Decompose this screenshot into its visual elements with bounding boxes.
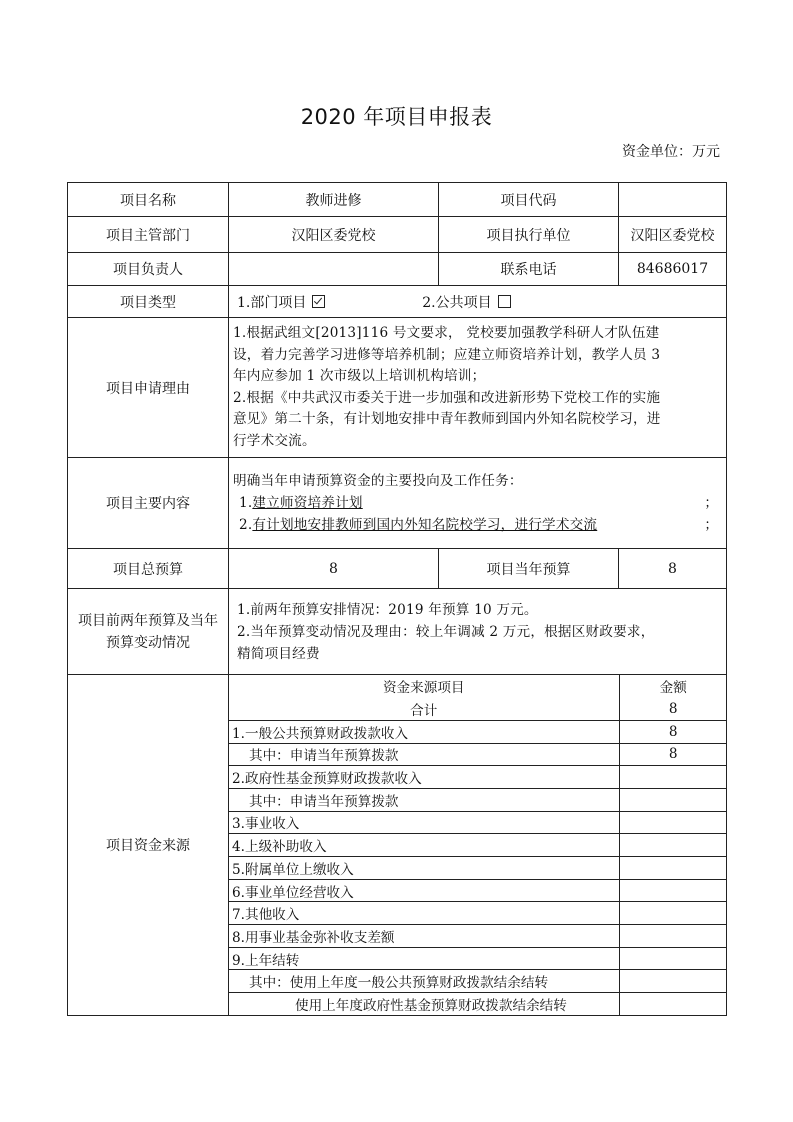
executing-unit-label: 项目执行单位 [439, 217, 619, 253]
funding-item: 1.一般公共预算财政拨款收入 [229, 720, 619, 743]
funding-amount [619, 902, 727, 925]
funding-row [229, 879, 727, 902]
project-code-label: 项目代码 [439, 183, 619, 217]
project-type-options [229, 286, 727, 318]
funding-amount [619, 766, 727, 789]
page-title: 2020 年项目申报表 [300, 105, 493, 129]
unit-note: 资金单位：万元 [622, 144, 720, 160]
funding-item: 其中：使用上年度一般公共预算财政拨款结余结转 [229, 970, 619, 993]
phone-value: 84686017 [619, 253, 727, 286]
type-public-option: 2.公共项目 [422, 294, 492, 311]
budget-history-label: 项目前两年预算及当年预算变动情况 [68, 589, 229, 675]
funding-amount [619, 970, 727, 993]
checked-box-icon [312, 295, 325, 308]
funding-row [229, 720, 727, 743]
funding-amount [619, 811, 727, 834]
type-dept-option: 1.部门项目 [237, 294, 307, 311]
funding-amount [619, 925, 727, 948]
content-item: 2.有计划地安排教师到国内外知名院校学习，进行学术交流 ； [239, 517, 719, 533]
funding-amount [619, 993, 727, 1016]
funding-item: 使用上年度政府性基金预算财政拨款结余结转 [295, 998, 567, 1015]
funding-item: 合计 [229, 698, 619, 721]
funding-row [229, 811, 727, 834]
funding-amount: 8 [619, 698, 727, 721]
funding-row [229, 834, 727, 857]
funding-amount-header: 金额 [619, 675, 727, 698]
total-budget-label: 项目总预算 [68, 549, 229, 589]
reason-line: 1.根据武组文[2013]116 号文要求， 党校要加强教学科研人才队伍建 [233, 325, 660, 341]
funding-item: 9.上年结转 [229, 947, 619, 970]
funding-amount [619, 947, 727, 970]
reason-line: 设，着力完善学习进修等培养机制；应建立师资培养计划，教学人员 3 [233, 346, 661, 363]
funding-amount: 8 [619, 720, 727, 743]
funding-item: 3.事业收入 [229, 811, 619, 834]
reason-line: 2.根据《中共武汉市委关于进一步加强和改进新形势下党校工作的实施 [233, 389, 661, 406]
funding-amount [619, 879, 727, 902]
funding-item: 6.事业单位经营收入 [229, 879, 619, 902]
funding-row [229, 947, 727, 970]
funding-row [229, 970, 727, 993]
history-line: 1.前两年预算安排情况：2019 年预算 10 万元。 [237, 601, 538, 618]
total-budget-value: 8 [229, 549, 439, 589]
reason-line: 行学术交流。 [233, 432, 316, 449]
phone-label: 联系电话 [439, 253, 619, 286]
content-item: 1.建立师资培养计划 ； [239, 495, 719, 511]
current-budget-value: 8 [619, 549, 727, 589]
project-owner-value [229, 253, 439, 286]
project-name-label: 项目名称 [68, 183, 229, 217]
main-content-label: 项目主要内容 [68, 458, 229, 549]
funding-amount: 8 [619, 743, 727, 766]
project-owner-label: 项目负责人 [68, 253, 229, 286]
funding-source-label: 项目资金来源 [68, 675, 229, 1016]
funding-source-table [229, 675, 727, 1015]
current-budget-label: 项目当年预算 [439, 549, 619, 589]
funding-item-header: 资金来源项目 [382, 680, 465, 697]
funding-item: 7.其他收入 [229, 902, 619, 925]
funding-item: 2.政府性基金预算财政拨款收入 [229, 766, 619, 789]
funding-item: 其中：申请当年预算拨款 [229, 788, 619, 811]
history-line: 精简项目经费 [237, 645, 320, 662]
funding-row [229, 698, 727, 721]
content-intro: 明确当年申请预算资金的主要投向及工作任务： [233, 473, 523, 489]
project-code-value [619, 183, 727, 217]
funding-source-section [229, 675, 727, 1016]
funding-amount [619, 834, 727, 857]
funding-amount [619, 857, 727, 880]
budget-history-text [229, 589, 727, 675]
reason-line: 意见》第二十条，有计划地安排中青年教师到国内外知名院校学习，进 [233, 411, 661, 427]
project-type-label: 项目类型 [68, 286, 229, 318]
history-line: 2.当年预算变动情况及理由：较上年调减 2 万元，根据区财政要求， [237, 623, 655, 640]
project-application-table [67, 182, 727, 1016]
funding-item: 5.附属单位上缴收入 [229, 857, 619, 880]
funding-row [229, 857, 727, 880]
application-reason-text [229, 318, 727, 458]
reason-line: 年内应参加 1 次市级以上培训机构培训； [233, 368, 486, 384]
executing-unit-value: 汉阳区委党校 [619, 217, 727, 253]
funding-row [229, 766, 727, 789]
funding-row [229, 925, 727, 948]
main-content-text [229, 458, 727, 549]
funding-amount [619, 788, 727, 811]
funding-row [229, 902, 727, 925]
supervising-dept-value: 汉阳区委党校 [229, 217, 439, 253]
unchecked-box-icon [498, 295, 511, 308]
funding-item: 8.用事业基金弥补收支差额 [229, 925, 619, 948]
funding-item: 其中：申请当年预算拨款 [229, 743, 619, 766]
project-name-value: 教师进修 [229, 183, 439, 217]
funding-row [229, 788, 727, 811]
funding-row [229, 993, 727, 1016]
funding-item: 4.上级补助收入 [229, 834, 619, 857]
supervising-dept-label: 项目主管部门 [68, 217, 229, 253]
application-reason-label: 项目申请理由 [68, 318, 229, 458]
funding-row [229, 743, 727, 766]
